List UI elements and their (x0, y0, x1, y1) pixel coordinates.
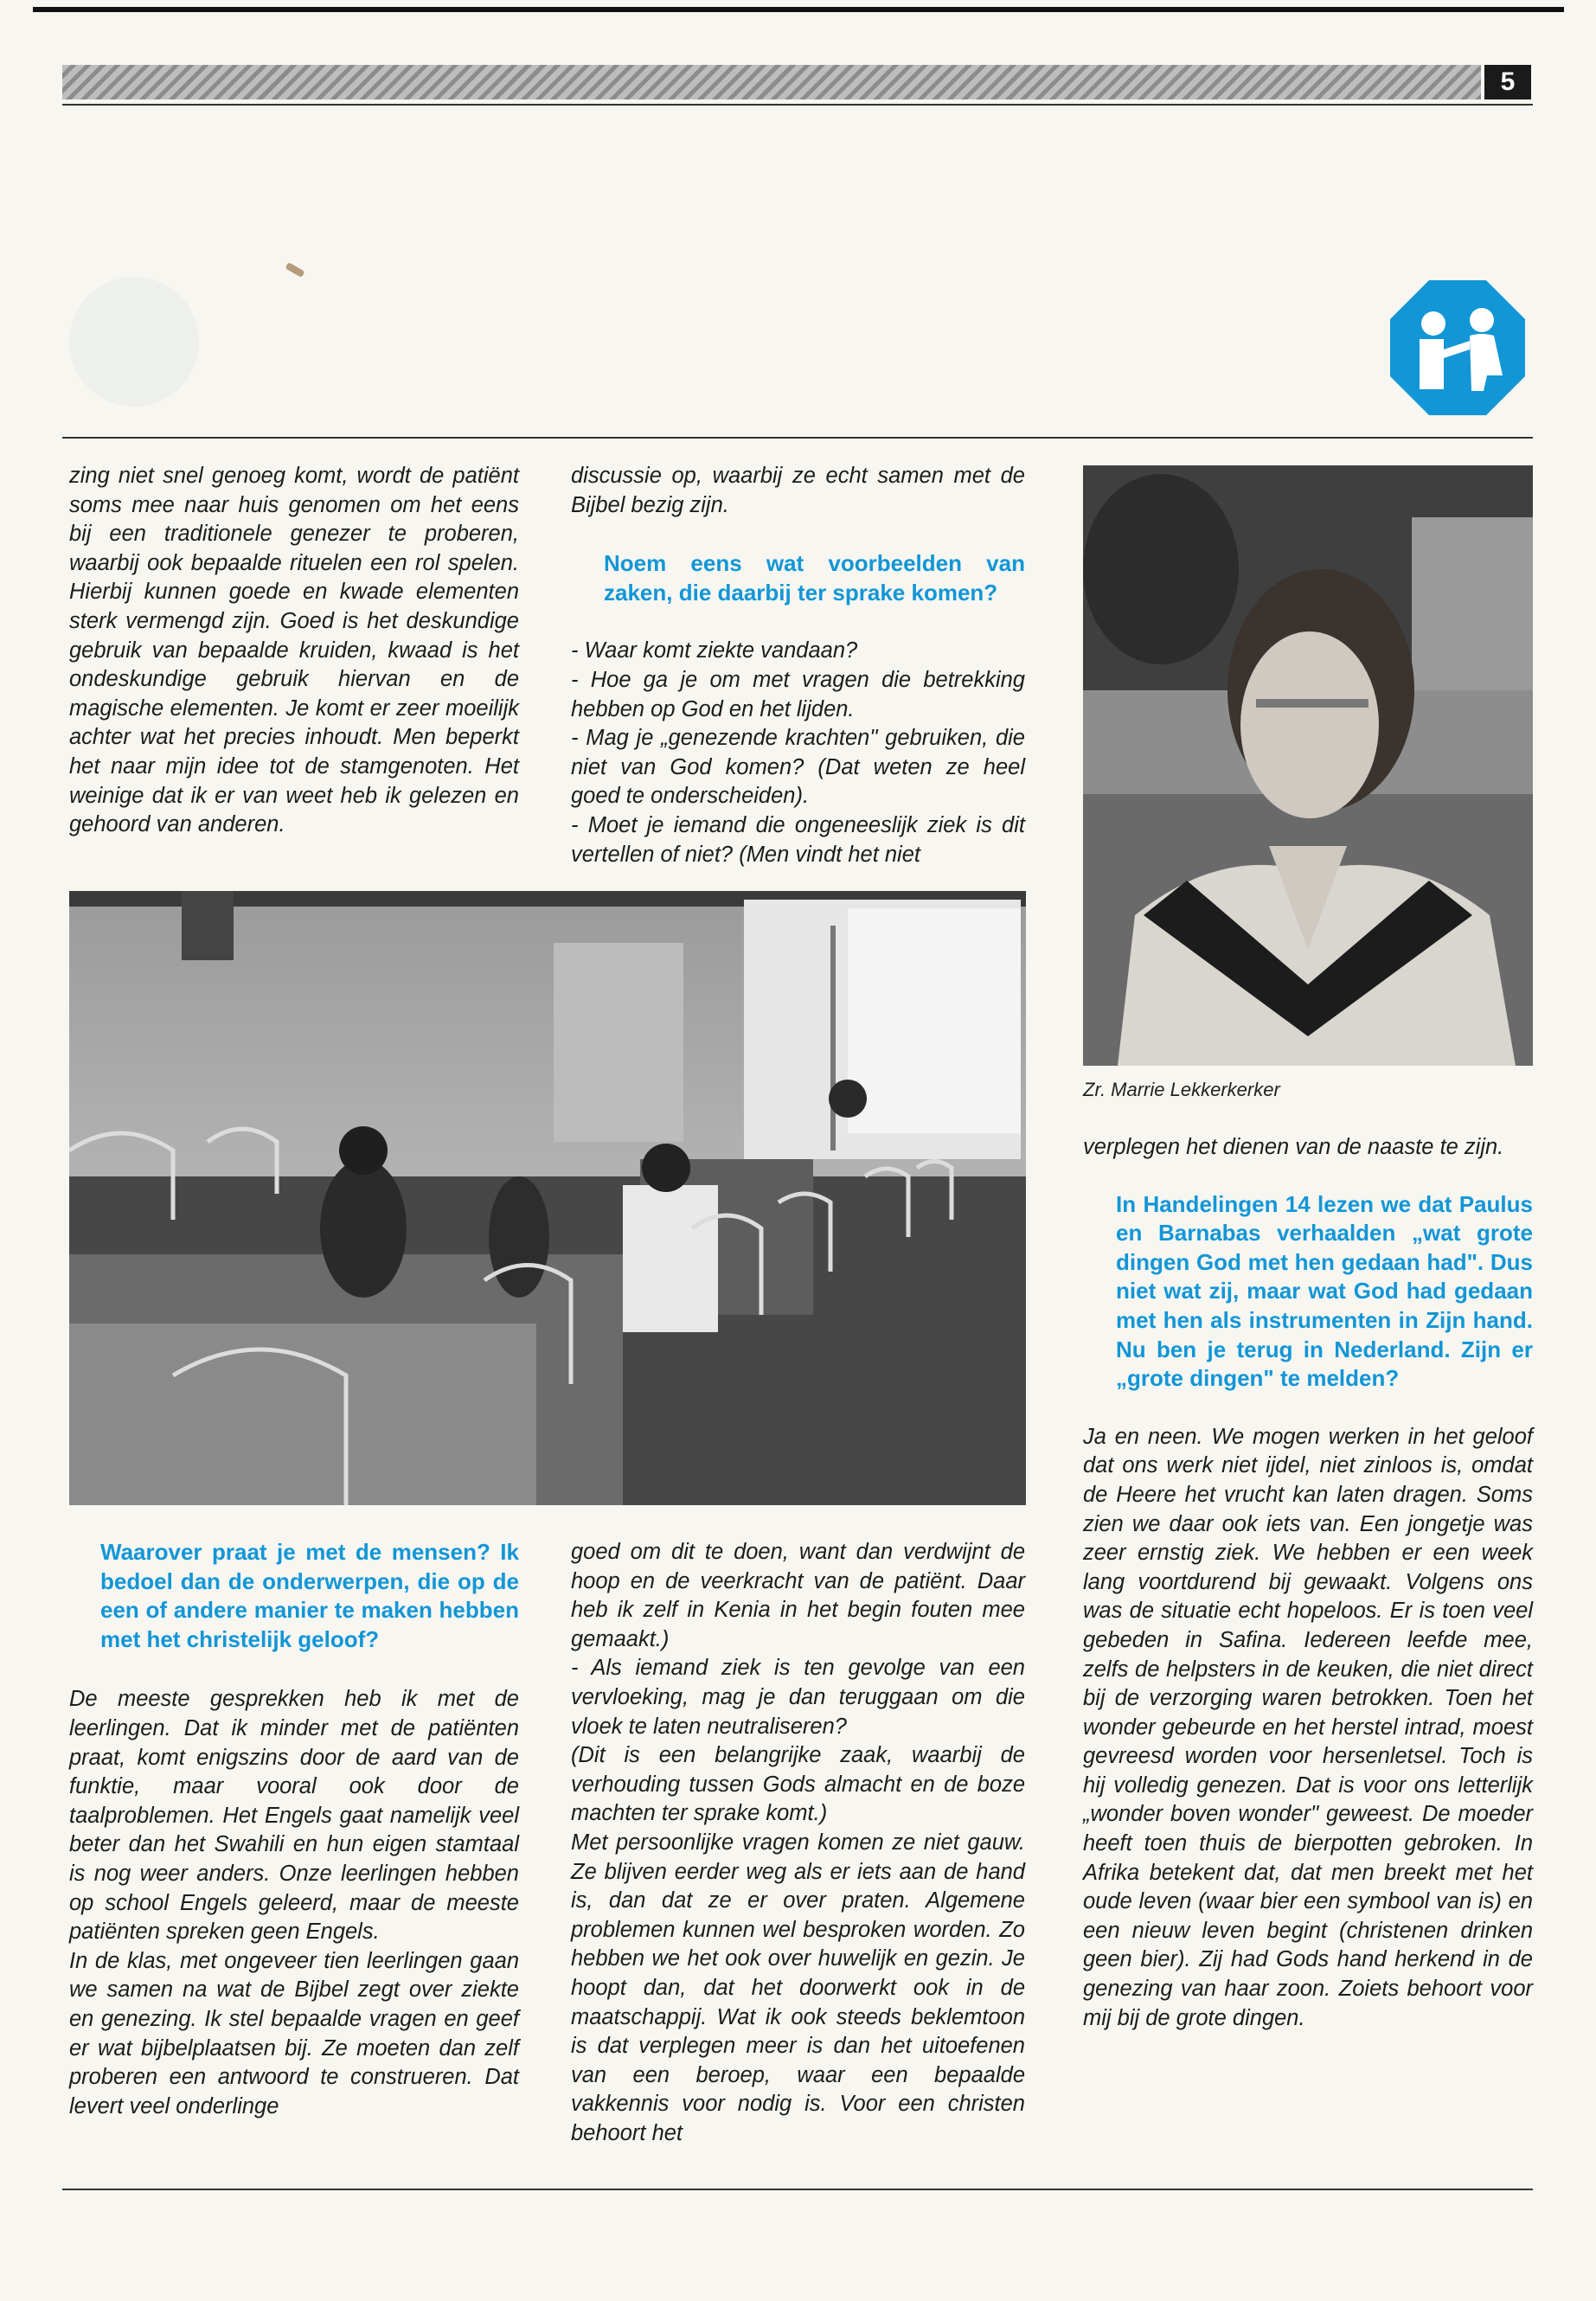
column-3 (1083, 1133, 1533, 2033)
interview-question: Waarover praat je met de mensen? Ik bedoel dan de onderwerpen, die op de een of andere manier te maken hebben met het christelijk geloof? (100, 1539, 519, 1652)
article-paragraph: Met persoonlijke vragen komen ze niet gauw. Ze blijven eerder weg als er iets aan de hand is, dan dat ze er over praten. Algemene problemen kunnen wel besproken worden. Zo hebben we het ook over huwelijk en gezin. Je hoopt dan, dat het doorwerkt ook in de maatschappij. Wat ik ook steeds beklemtoon is dat verplegen meer is dan het uitoefenen van een beroep, waar een bepaalde vakkennis voor nodig is. Voor een christen behoort het (571, 1830, 1025, 2145)
column-1-top (69, 462, 519, 840)
column-2-bottom (571, 1538, 1025, 2148)
list-item: - Hoe ga je om met vragen die betrekking hebben op God en het lijden. (571, 667, 1025, 721)
faded-background-print (65, 173, 97, 283)
column-2-top (571, 462, 1025, 869)
list-item: - Mag je „genezende krachten" gebruiken, die niet van God komen? (Dat weten ze heel goed te onderscheiden). (571, 726, 1025, 809)
article-paragraph: discussie op, waarbij ze echt samen met de Bijbel bezig zijn. (571, 464, 1025, 517)
portrait-photo (1083, 465, 1533, 1066)
list-item: - Waar komt ziekte vandaan? (571, 638, 858, 663)
header-band (62, 65, 1481, 99)
article-paragraph: Ja en neen. We mogen werken in het geloof dat ons werk niet ijdel, niet zinloos is, omdat de Heere het vrucht kan laten dragen. Soms zien we daar ook iets van. Een jongetje was zeer ernstig ziek. We hebben er een week lang voortdurend bij gewaakt. Volgens ons was de situatie echt hopeloos. Er is toen veel gebeden in Safina. Iedereen leefde mee, zelfs de helpsters in de keuken, die niet direct bij de verzorging waren betrokken. Toen het wonder gebeurde en het herstel intrad, moest gevreesd worden voor hersenletsel. Toch is hij volledig genezen. Dat is voor ons letterlijk „wonder boven wonder" geweest. De moeder heeft toen thuis de bierpotten gebroken. In Afrika betekent dat, dat men breekt met het oude leven (waar bier een symbool van is) en een nieuw leven begint (christenen drinken geen bier). Zij had Gods hand herkend in de genezing van haar zoon. Zoiets behoort voor mij bij de grote dingen. (1083, 1424, 1533, 2030)
article-paragraph: goed om dit te doen, want dan verdwijnt de hoop en de veerkracht van de patiënt. Daar heb ik zelf in Kenia in het begin fouten mee gemaakt.) (571, 1540, 1025, 1651)
article-paragraph: In de klas, met ongeveer tien leerlingen gaan we samen na wat de Bijbel zegt over ziekte en genezing. Ik stel bepaalde vragen en geef er wat bijbelplaatsen bij. Ze moeten dan zelf proberen een antwoord te construeren. Dat levert veel onderlinge (69, 1948, 519, 2118)
interview-question: Noem eens wat voorbeelden van zaken, die daarbij ter sprake komen? (604, 550, 1025, 606)
section-rule (62, 437, 1533, 439)
list-item: - Moet je iemand die ongeneeslijk ziek is dit vertellen of niet? (Men vindt het niet (571, 812, 1025, 867)
column-1-bottom (69, 1538, 519, 2121)
faded-globe-icon (69, 277, 199, 407)
page-number: 5 (1484, 65, 1531, 99)
footer-rule (62, 2189, 1533, 2190)
list-item: - Als iemand ziek is ten gevolge van een vervloeking, mag je dan teruggaan om die vloek te laten neutraliseren? (571, 1656, 1025, 1739)
article-paragraph: (Dit is een belangrijke zaak, waarbij de verhouding tussen Gods almacht en de boze machten ter sprake komt.) (571, 1743, 1025, 1826)
photo-caption: Zr. Marrie Lekkerkerker (1083, 1079, 1280, 1100)
article-paragraph: zing niet snel genoeg komt, wordt de patiënt soms mee naar huis genomen om het eens bij een traditionele genezer te proberen, waarbij ook bepaalde rituelen een rol spelen. Hierbij kunnen goede en kwade elementen sterk vermengd zijn. Goed is het deskundige gebruik van bepaalde kruiden, kwaad is het ondeskundige gebruik hiervan en de magische elementen. Je komt er zeer moeilijk achter wat het precies inhoudt. Men beperkt het naar mijn idee tot de stamgenoten. Het weinige dat ik er van weet heb ik gelezen en gehoord van anderen. (69, 464, 519, 837)
article-paragraph: De meeste gesprekken heb ik met de leerlingen. Dat ik minder met de patiënten praat, komt enigszins door de aard van de funktie, maar vooral ook door de taalproblemen. Het Engels gaat namelijk veel beter dan het Swahili en hun eigen stamtaal is nog weer anders. Onze leerlingen hebben op school Engels geleerd, maar de meeste patiënten spreken geen Engels. (69, 1687, 519, 1945)
hospital-ward-photo (69, 891, 1026, 1505)
top-rule (33, 7, 1564, 12)
interview-question: In Handelingen 14 lezen we dat Paulus en Barnabas verhaalden „wat grote dingen God met hen gedaan had". Dus niet wat zij, maar wat God had gedaan met hen als instrumenten in Zijn hand. Nu ben je terug in Nederland. Zijn er „grote dingen" te melden? (1116, 1190, 1533, 1392)
nurse-patient-logo-icon (1388, 279, 1527, 417)
header-rule (62, 104, 1533, 106)
article-paragraph: verplegen het dienen van de naaste te zijn. (1083, 1135, 1504, 1159)
ink-mark (285, 262, 304, 278)
